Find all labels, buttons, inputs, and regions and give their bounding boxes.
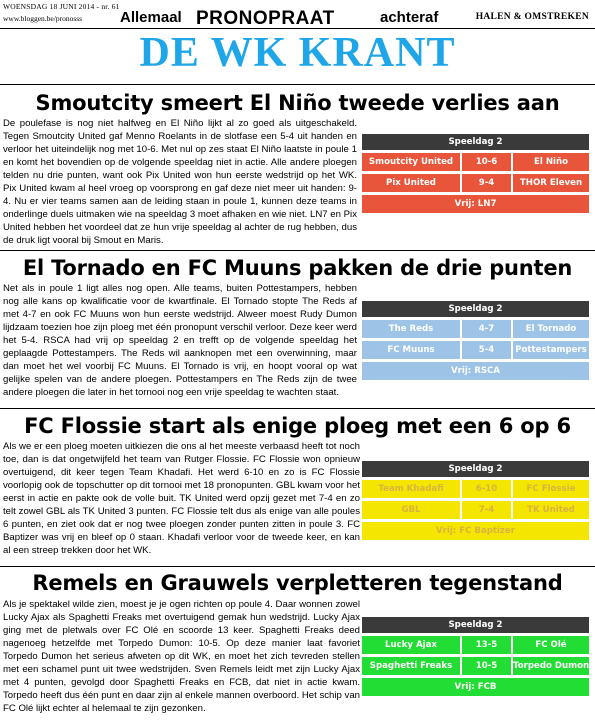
match-score: 5-4 bbox=[462, 341, 511, 359]
away-team: FC Olé bbox=[513, 636, 589, 654]
masthead bbox=[0, 0, 595, 84]
match-row bbox=[362, 480, 589, 498]
issue-date: WOENSDAG 18 JUNI 2014 - nr. 61 bbox=[3, 2, 120, 11]
match-score: 10-6 bbox=[462, 153, 511, 171]
article-1 bbox=[0, 84, 595, 270]
blog-url[interactable]: www.bloggen.be/pronosss bbox=[3, 14, 83, 23]
home-team: Smoutcity United bbox=[362, 153, 460, 171]
article-headline: FC Flossie start als enige ploeg met een 6 op 6 bbox=[24, 414, 571, 438]
tagline-center: PRONOPRAAT bbox=[196, 8, 335, 29]
home-team: Pix United bbox=[362, 174, 460, 192]
home-team: Lucky Ajax bbox=[362, 636, 460, 654]
free-team: Vrij: LN7 bbox=[362, 195, 589, 213]
article-headline: El Tornado en FC Muuns pakken de drie punten bbox=[22, 256, 573, 280]
article-4 bbox=[0, 566, 595, 725]
home-team: FC Muuns bbox=[362, 341, 460, 359]
away-team: Pottestampers bbox=[513, 341, 589, 359]
match-results-box bbox=[362, 134, 589, 213]
article-headline: Remels en Grauwels verpletteren tegenstand bbox=[32, 571, 563, 595]
match-row bbox=[362, 320, 589, 338]
box-header: Speeldag 2 bbox=[362, 134, 589, 150]
match-row bbox=[362, 636, 589, 654]
away-team: El Niño bbox=[513, 153, 589, 171]
region-label: HALEN & OMSTREKEN bbox=[475, 12, 589, 22]
match-score: 13-5 bbox=[462, 636, 511, 654]
article-3 bbox=[0, 408, 595, 568]
article-body: Net als in poule 1 ligt alles nog open. Alle teams, buiten Pottestampers, hebben nog alle kans op kwalificatie voor de kwartfinale. El Tornado stopte The Reds af met 4-7 en ook FC Muuns won hun eerste wedstrijd. Alweer moest Rudy Dumon lijdzaam toezien hoe zijn ploeg met één pronopunt verschil verloor. Deze keer werd het 5-4. RSCA had vrij op speeldag 2 en trefft op de volgende speeldag het geplaagde Pottestampers. The Reds wil aanknopen met een overwinning, maar dan moet het wel voorbij FC Muuns. El Tornado is vrij, en hoopt vooral op wat gelijke spelen van de andere ploegen. Pottestampers en The Reds zijn de twee andere ploegen die later in het tornooi nog een vrije speeldag te wachten staat. bbox=[3, 283, 357, 399]
away-team: THOR Eleven bbox=[513, 174, 589, 192]
match-row bbox=[362, 341, 589, 359]
away-team: FC Flossie bbox=[513, 480, 589, 498]
match-score: 9-4 bbox=[462, 174, 511, 192]
match-results-box bbox=[362, 617, 589, 696]
match-score: 7-4 bbox=[462, 501, 511, 519]
away-team: El Tornado bbox=[513, 320, 589, 338]
tagline-right: achteraf bbox=[380, 9, 439, 26]
away-team: Torpedo Dumon bbox=[513, 657, 589, 675]
article-headline: Smoutcity smeert El Niño tweede verlies aan bbox=[35, 91, 560, 115]
match-score: 6-10 bbox=[462, 480, 511, 498]
free-team: Vrij: RSCA bbox=[362, 362, 589, 380]
home-team: Team Khadafi bbox=[362, 480, 460, 498]
home-team: The Reds bbox=[362, 320, 460, 338]
tagline-left: Allemaal bbox=[120, 9, 182, 26]
box-header: Speeldag 2 bbox=[362, 301, 589, 317]
match-row bbox=[362, 153, 589, 171]
article-body: Als je spektakel wilde zien, moest je je ogen richten op poule 4. Daar wonnen zowel Lucky Ajax als Spaghetti Freaks met overtuigend gemak hun wedstrijd. Lucky Ajax ging met de pletwals over FC Olé en scoorde 13 keer. Spaghetti Freaks deed nagenoeg hetzelfde met Torpedo Dumon: 10-5. Op deze manier laat favoriet Torpedo Dumon het serieus afweten op dit WK, en moet het zich tevreden stellen met een schamel punt uit twee wedstrijden. Sven Remels leidt met zijn Lucky Ajax met 4 punten, gevolgd door Spaghetti Freaks en FCB, dat niet in actie kwam. Torpedo heeft dus één punt en daar zijn al enkele mannen overboord. Het schip van FC Olé lijkt echter al helemaal te zijn gezonken. bbox=[3, 599, 360, 715]
masthead-divider bbox=[0, 28, 595, 29]
match-score: 10-5 bbox=[462, 657, 511, 675]
match-row bbox=[362, 501, 589, 519]
box-header: Speeldag 2 bbox=[362, 617, 589, 633]
match-score: 4-7 bbox=[462, 320, 511, 338]
match-row bbox=[362, 174, 589, 192]
match-results-box bbox=[362, 461, 589, 540]
home-team: GBL bbox=[362, 501, 460, 519]
home-team: Spaghetti Freaks bbox=[362, 657, 460, 675]
match-row bbox=[362, 657, 589, 675]
box-header: Speeldag 2 bbox=[362, 461, 589, 477]
away-team: TK United bbox=[513, 501, 589, 519]
free-team: Vrij: FCB bbox=[362, 678, 589, 696]
article-body: De poulefase is nog niet halfweg en El Niño lijkt al zo goed als uitgeschakeld. Tegen Smoutcity United gaf Menno Roelants in de slotfase een 5-4 uit handen en verloor het uiteindelijk nog met 10-6. Met nul op zes staat El Niño laatste in poule 1 en komt het bovendien op de volgende speeldag niet in actie. Alle andere ploegen telden nu drie punten, want ook Pix United won hun eerste wedstrijd op het WK. Pix United kwam al heel vroeg op voorsprong en gaf deze niet meer uit handen: 9-4. Nu er vier teams samen aan de leiding staan in poule 1, kunnen deze teams in onderlinge duels uitmaken wie na speeldag 3 moet afhaken en wie niet. LN7 en Pix United hebben het voordeel dat ze hun vrije speeldag al achter de rug hebben, dus de druk ligt vooral bij Smout en Maris. bbox=[3, 118, 357, 247]
newspaper-title: DE WK KRANT bbox=[139, 30, 456, 76]
match-results-box bbox=[362, 301, 589, 380]
free-team: Vrij: FC Baptizer bbox=[362, 522, 589, 540]
article-body: Als we er een ploeg moeten uitkiezen die ons al het meeste verbaasd heeft tot noch toe, dan is dat ongetwijfeld het team van Rutger Flossie. FC Flossie won opnieuw overtuigend, dit keer tegen Team Khadafi. Het werd 6-10 en zo is FC Flossie voorlopig ook de topschutter op dit tornooi met 18 pronopunten. GBL kwam voor het eerst in actie en pakte ook de volle buit. TK United werd opzij gezet met 7-4 en zo telt zowel GBL als TK United 3 punten. FC Flossie telt dus als enige van alle poules 6 punten, en ziet ook dat er nog twee ploegen zonder punten zitten in poule 3. FC Baptizer was vrij en bleef op 0 staan. Khadafi verloor voor de tweede keer, en kan al een streep trekken door het WK. bbox=[3, 441, 360, 557]
article-2 bbox=[0, 250, 595, 410]
